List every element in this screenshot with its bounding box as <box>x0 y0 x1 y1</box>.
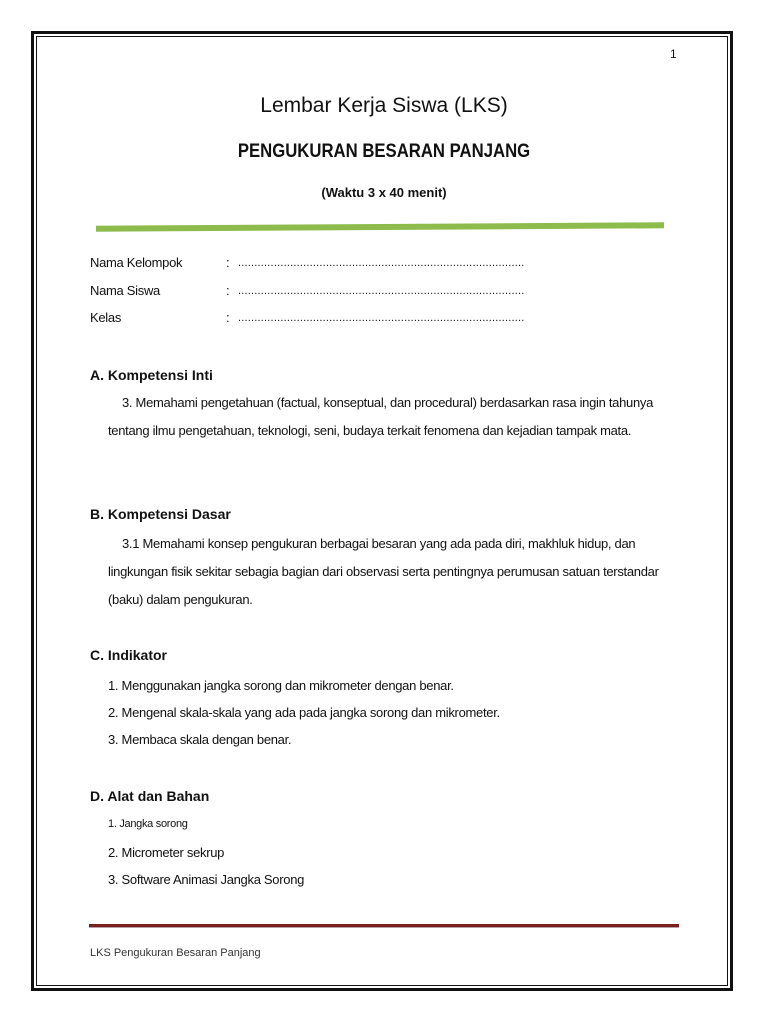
section-text-kompetensi-inti <box>108 389 688 445</box>
field-colon: : <box>226 255 230 270</box>
section-heading-kompetensi-dasar: B. Kompetensi Dasar <box>90 506 231 522</box>
list-item: 3. Software Animasi Jangka Sorong <box>108 872 305 887</box>
list-item: 2. Micrometer sekrup <box>108 845 225 860</box>
field-label-nama-kelompok: Nama Kelompok <box>90 255 183 270</box>
list-item: 2. Mengenal skala-skala yang ada pada jangka sorong dan mikrometer. <box>108 705 500 720</box>
footer-divider <box>89 924 679 928</box>
footer-text: LKS Pengukuran Besaran Panjang <box>90 947 261 959</box>
list-item: 1. Jangka sorong <box>108 818 188 830</box>
section-text-kompetensi-dasar <box>108 530 688 614</box>
time-allocation: (Waktu 3 x 40 menit) <box>321 185 447 200</box>
field-blank-nama-kelompok[interactable]: ........................................................................................ <box>238 257 525 269</box>
alat-bahan-list <box>108 818 304 899</box>
list-item: 1. Menggunakan jangka sorong dan mikrometer dengan benar. <box>108 678 454 693</box>
field-colon: : <box>226 310 230 325</box>
field-label-kelas: Kelas <box>90 310 122 325</box>
list-item: 3. Membaca skala dengan benar. <box>108 732 292 747</box>
indikator-list <box>108 678 500 759</box>
field-label-nama-siswa: Nama Siswa <box>90 283 160 298</box>
field-blank-kelas[interactable]: ........................................................................................ <box>238 312 525 324</box>
section-heading-alat-bahan: D. Alat dan Bahan <box>90 788 210 804</box>
kompetensi-dasar-text: 3.1 Memahami konsep pengukuran berbagai besaran yang ada pada diri, makhluk hidup, dan lingkungan fisik sekitar sebagia bagian dari observasi serta pentingnya perumusan satuan terstandar (baku) dalam pengukuran. <box>108 536 659 607</box>
document-subtitle: PENGUKURAN BESARAN PANJANG <box>237 141 531 162</box>
field-blank-nama-siswa[interactable]: ........................................................................................ <box>238 285 525 297</box>
section-heading-kompetensi-inti: A. Kompetensi Inti <box>90 367 213 383</box>
kompetensi-inti-text: 3. Memahami pengetahuan (factual, konseptual, dan procedural) berdasarkan rasa ingin tahunya tentang ilmu pengetahuan, teknologi, seni, budaya terkait fenomena dan kejadian tampak mata. <box>108 395 654 438</box>
section-heading-indikator: C. Indikator <box>90 647 168 663</box>
field-colon: : <box>226 283 230 298</box>
document-title: Lembar Kerja Siswa (LKS) <box>260 94 508 117</box>
page-number: 1 <box>670 47 677 61</box>
